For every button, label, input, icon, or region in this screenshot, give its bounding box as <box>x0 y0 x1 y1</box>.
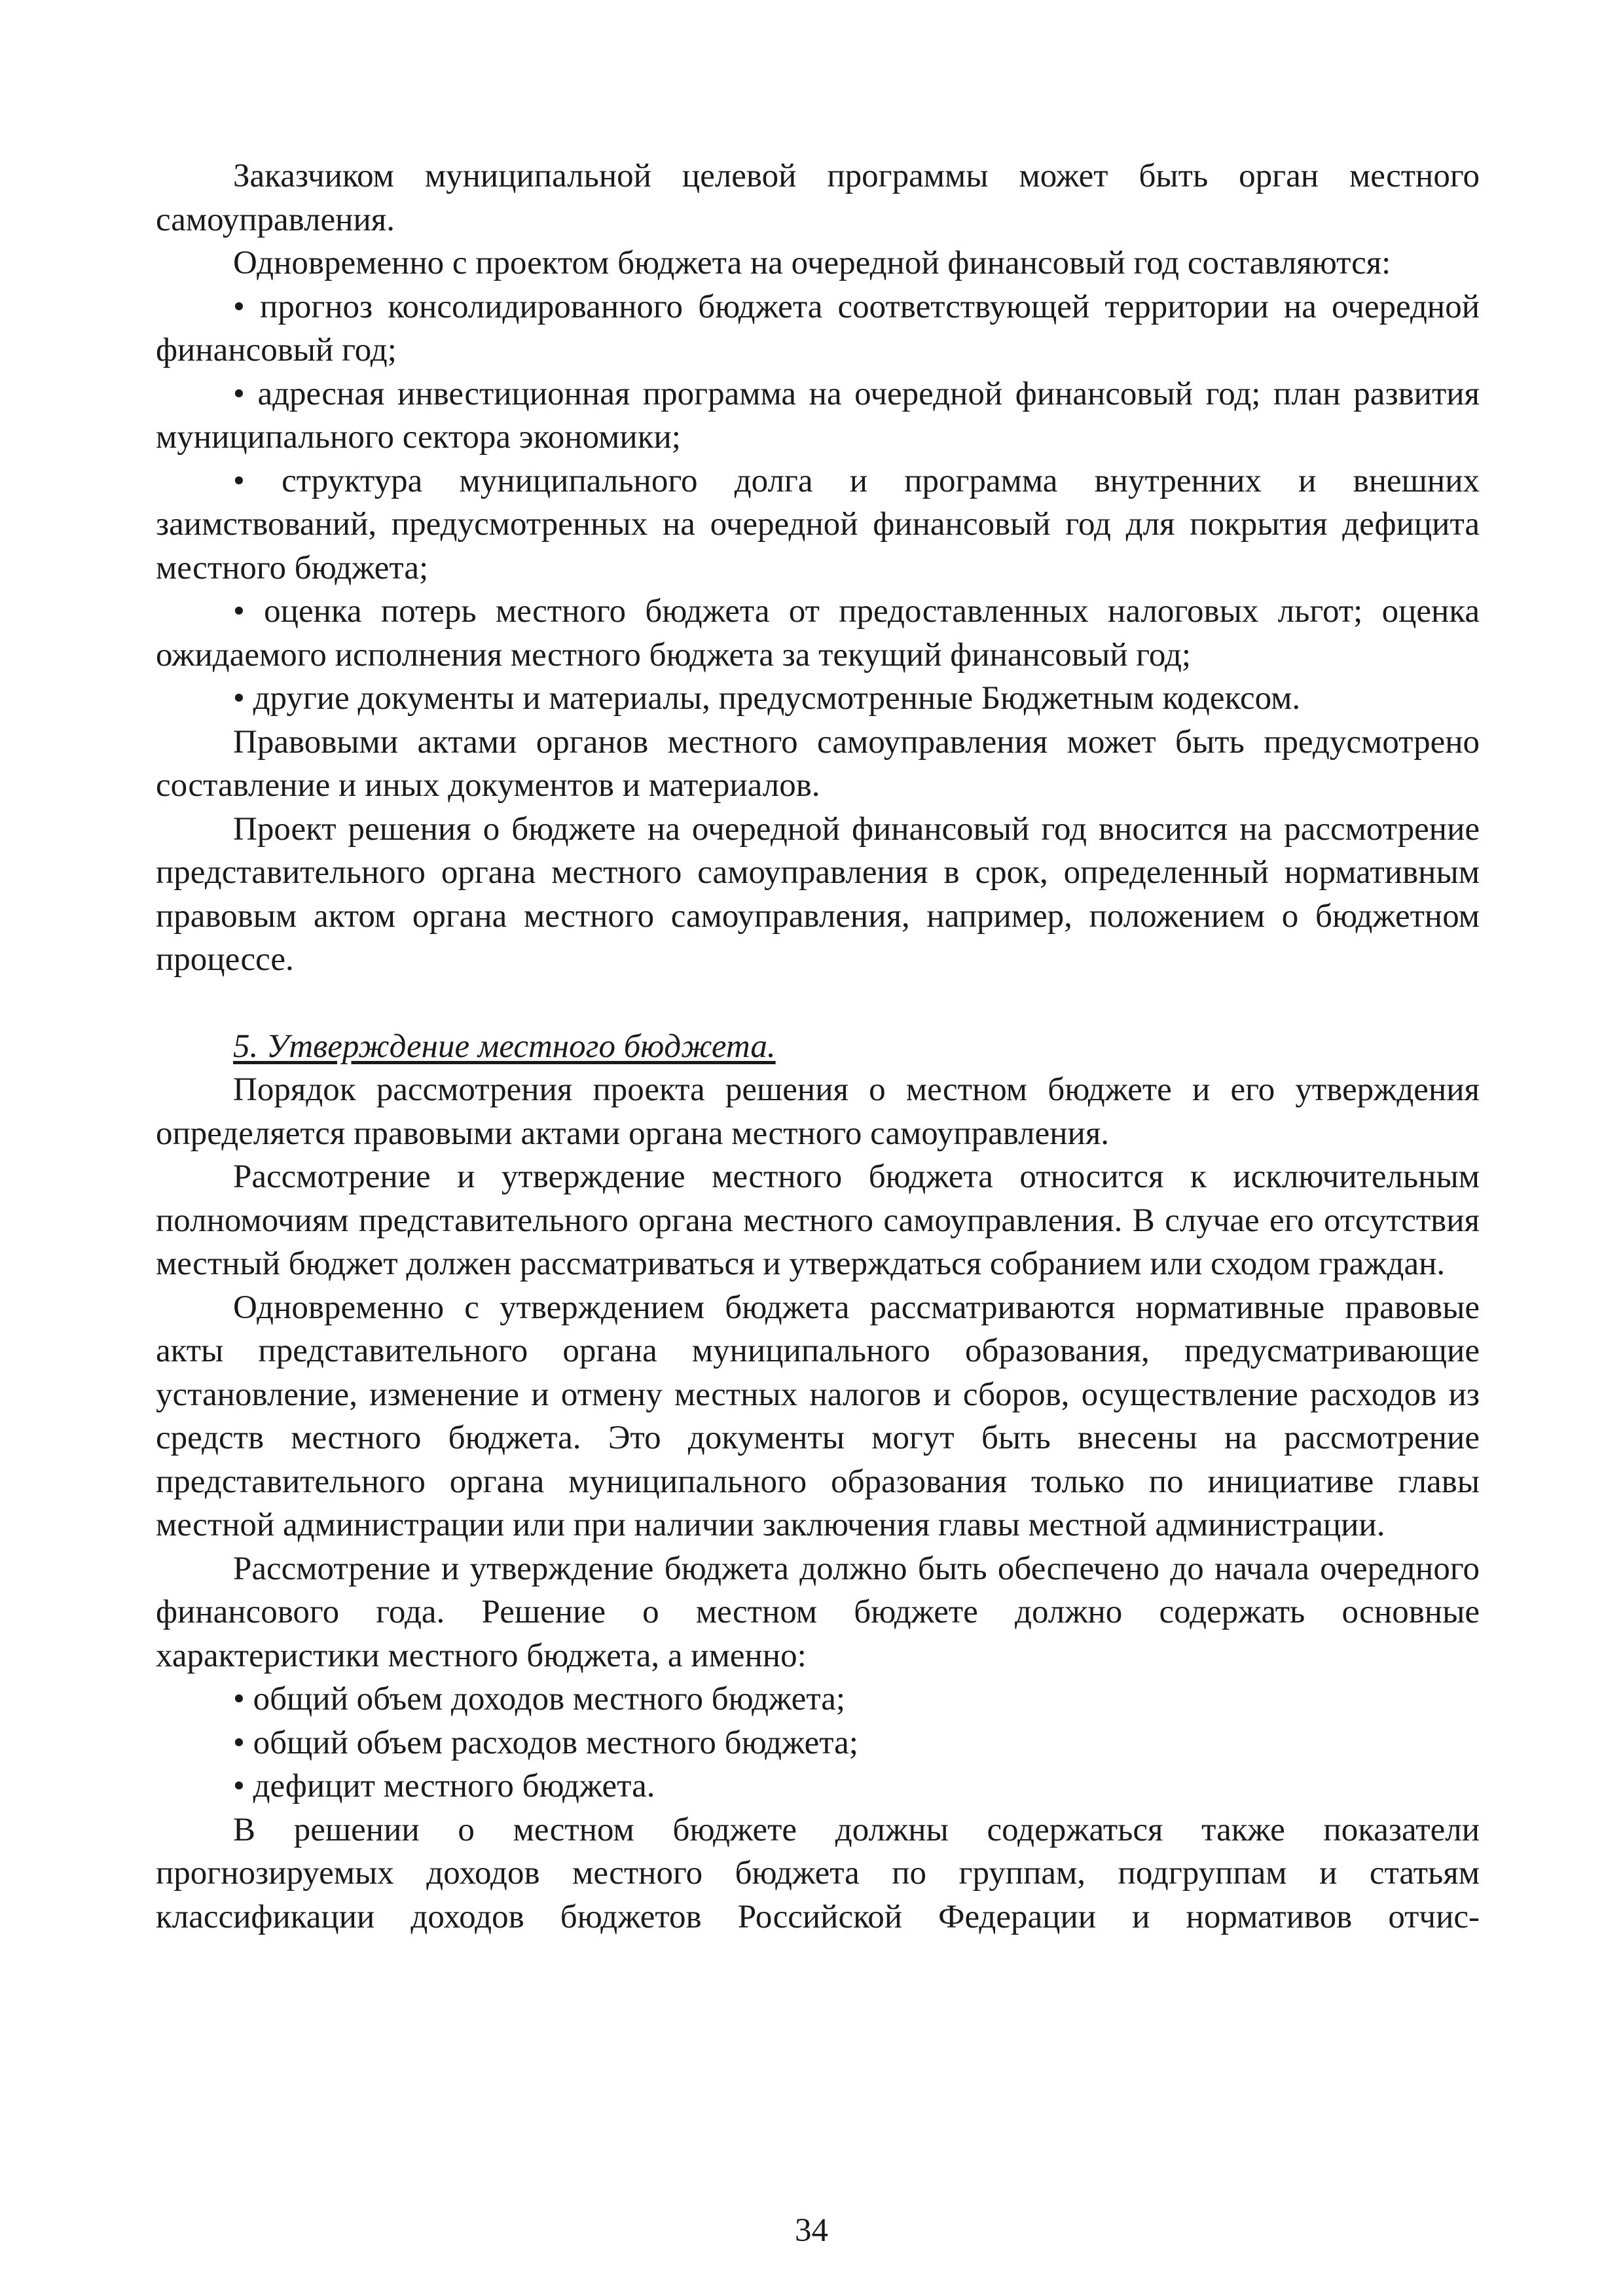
bullet-loss-estimate: • оценка потерь местного бюджета от предоставленных налоговых льгот; оценка ожидаемого исполнения местного бюджета за текущий финансовый год; <box>156 593 1480 673</box>
bullet-debt-structure: • структура муниципального долга и программа внутренних и внешних заимствований, предусмотренных на очередной финансовый год для покрытия дефицита местного бюджета; <box>156 462 1480 586</box>
section-heading: 5. Утверждение местного бюджета. <box>233 1028 776 1065</box>
paragraph-draft-decision: Проект решения о бюджете на очередной финансовый год вносится на рассмотрение представительного органа местного самоуправления в срок, определенный нормативным правовым актом органа местного самоуправления, например, положением о бюджетном процессе. <box>156 810 1480 978</box>
bullet-investment-program: • адресная инвестиционная программа на очередной финансовый год; план развития муниципального сектора экономики; <box>156 375 1480 456</box>
paragraph-customer: Заказчиком муниципальной целевой программы может быть орган местного самоуправления. <box>156 158 1480 238</box>
page-number: 34 <box>795 2212 828 2249</box>
body-text <box>156 154 1480 1939</box>
section-spacer <box>156 982 1480 1025</box>
bullet-total-expenditure: • общий объем расходов местного бюджета; <box>233 1724 858 1761</box>
paragraph-review-procedure: Порядок рассмотрения проекта решения о местном бюджете и его утверждения определяется правовыми актами органа местного самоуправления. <box>156 1071 1480 1152</box>
paragraph-compiled-docs-intro: Одновременно с проектом бюджета на очередной финансовый год составляются: <box>233 245 1391 281</box>
bullet-deficit: • дефицит местного бюджета. <box>233 1768 655 1804</box>
bullet-other-documents: • другие документы и материалы, предусмотренные Бюджетным кодексом. <box>233 680 1301 717</box>
paragraph-legal-acts: Правовыми актами органов местного самоуправления может быть предусмотрено составление и иных документов и материалов. <box>156 723 1480 804</box>
bullet-forecast: • прогноз консолидированного бюджета соответствующей территории на очередной финансовый год; <box>156 288 1480 368</box>
paragraph-normative-acts: Одновременно с утверждением бюджета рассматриваются нормативные правовые акты представительного органа муниципального образования, предусматривающие установление, изменение и отмену местных налогов и сборов, осуществление расходов из средств местного бюджета. Это документы могут быть внесены на рассмотрение представительного органа муниципального образования только по инициативе главы местной администрации или при наличии заключения главы местной администрации. <box>156 1289 1480 1543</box>
paragraph-exclusive-powers: Рассмотрение и утверждение местного бюджета относится к исключительным полномочиям представительного органа местного самоуправления. В случае его отсутствия местный бюджет должен рассматриваться и утверждаться собранием или сходом граждан. <box>156 1158 1480 1282</box>
paragraph-approval-deadline: Рассмотрение и утверждение бюджета должно быть обеспечено до начала очередного финансового года. Решение о местном бюджете должно содержать основные характеристики местного бюджета, а именно: <box>156 1550 1480 1674</box>
bullet-total-revenue: • общий объем доходов местного бюджета; <box>233 1681 846 1717</box>
paragraph-revenue-indicators: В решении о местном бюджете должны содержаться также показатели прогнозируемых доходов местного бюджета по группам, подгруппам и статьям классификации доходов бюджетов Российской Федерации и нормативов отчис- <box>156 1811 1480 1935</box>
